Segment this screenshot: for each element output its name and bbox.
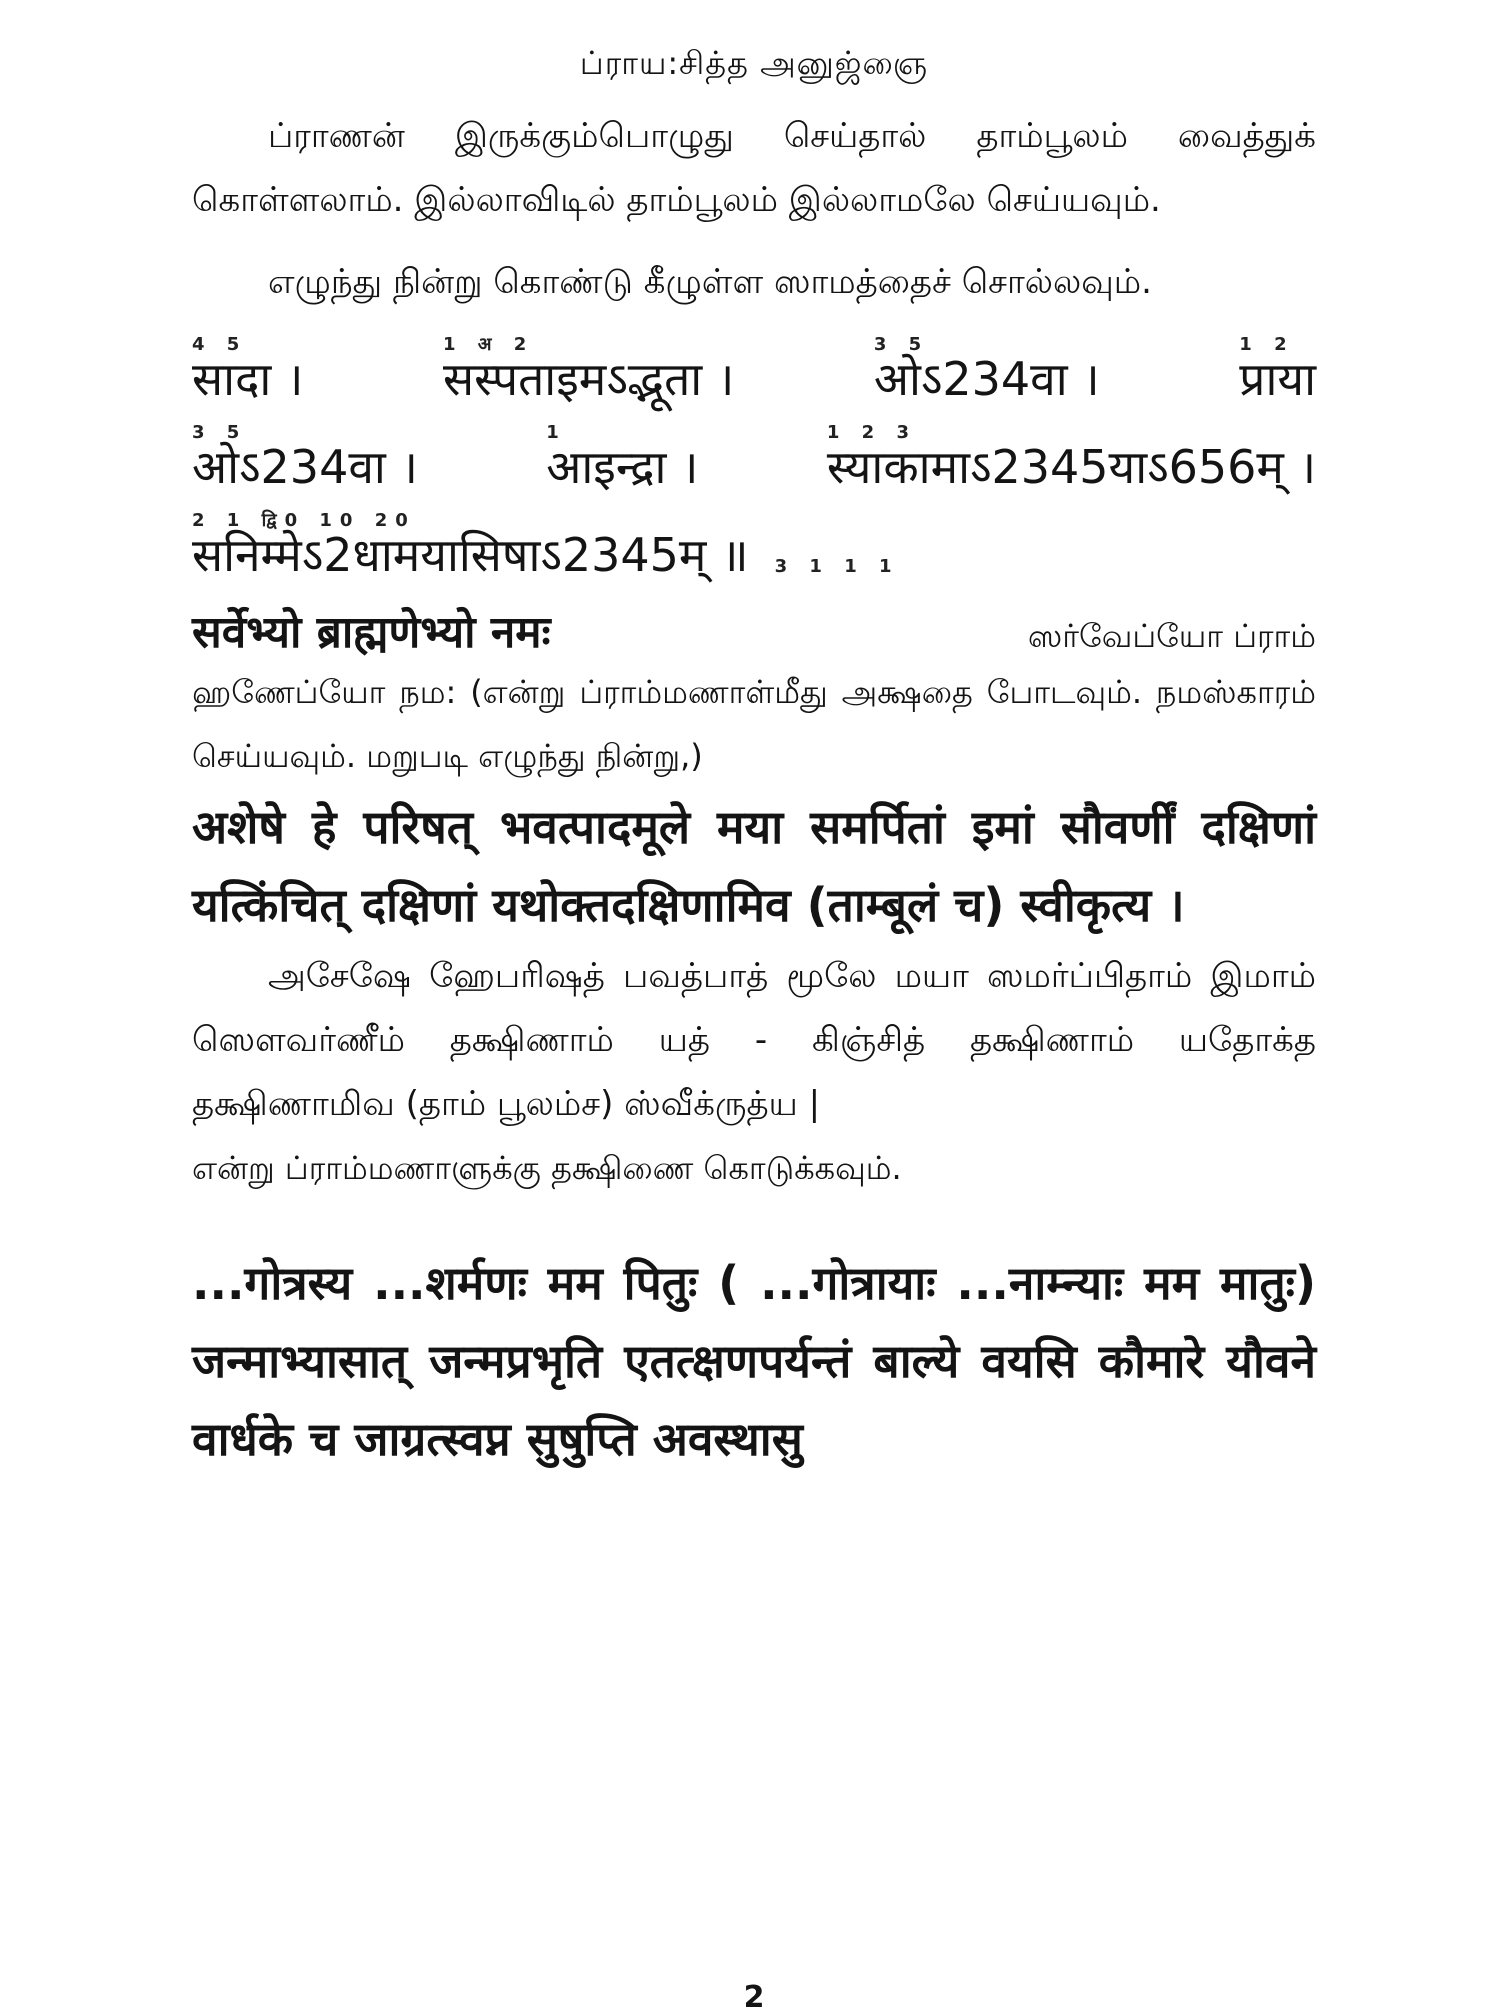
chant-text: ओऽ234वा । xyxy=(873,352,1100,406)
svara-marks: 4 5 xyxy=(192,334,248,355)
chant-word xyxy=(192,334,304,406)
chant-line-1 xyxy=(192,314,1316,406)
page-number: 2 xyxy=(743,1980,765,2015)
chant-word xyxy=(775,556,900,578)
svara-marks: 1 2 3 xyxy=(826,422,917,443)
page-title: ப்ராய:சித்த அனுஜ்ஞை xyxy=(579,44,929,82)
sanskrit-sankalpa-block: ...गोत्रस्य ...शर्मणः मम पितुः ( ...गोत्रायाः ...नाम्न्याः मम मातुः) जन्माभ्यासात् जन्मप्रभृति एतत्क्षणपर्यन्तं बाल्ये वयसि कौमारे यौवने वार्धके च जाग्रत्स्वप्न सुषुप्ति अवस्थासु xyxy=(192,1256,1316,1466)
chant-text: आइन्द्रा । xyxy=(546,440,699,494)
tamil-dakshina-block: அசேஷே ஹேபரிஷத் பவத்பாத் மூலே மயா ஸமர்ப்பிதாம் இமாம் ஸௌவர்ணீம் தக்ஷிணாம் யத் - கிஞ்சித் தக்ஷிணாம் யதோக்த தக்ஷிணாமிவ (தாம் பூலம்ச) ஸ்வீக்ருத்ய | xyxy=(192,956,1316,1124)
svara-marks: 3 1 1 1 xyxy=(774,556,900,577)
chant-text: सनिम्मेऽ2धामयासिषाऽ2345म् ॥ xyxy=(192,528,749,582)
chant-word xyxy=(873,334,1100,406)
paragraph-stand-and-recite: எழுந்து நின்று கொண்டு கீழுள்ள ஸாமத்தைச் சொல்லவும். xyxy=(268,262,1152,302)
chant-word xyxy=(442,334,735,406)
paragraph-thambulam: ப்ராணன் இருக்கும்பொழுது செய்தால் தாம்பூலம் வைத்துக் கொள்ளலாம். இல்லாவிடில் தாம்பூலம் இல்லாமலே செய்யவும். xyxy=(192,116,1316,220)
chant-word xyxy=(826,422,1316,494)
namaha-sanskrit: सर्वेभ्यो ब्राह्मणेभ्यो नमः xyxy=(192,607,551,658)
dakshina-instruction: என்று ப்ராம்மணாளுக்கு தக்ஷிணை கொடுக்கவும். xyxy=(192,1149,902,1187)
chant-word xyxy=(192,422,418,494)
chant-text: स्याकामाऽ2345याऽ656म् । xyxy=(826,440,1316,494)
chant-word xyxy=(546,422,699,494)
chant-text: प्राया xyxy=(1239,352,1316,406)
chant-text: सादा । xyxy=(192,352,304,406)
namaha-line xyxy=(192,600,1316,660)
chant-text: सस्पताइमऽद्भूता । xyxy=(442,352,735,406)
namaha-tamil: ஸர்வேப்யோ ப்ராம் xyxy=(1027,617,1316,655)
sama-chant xyxy=(192,314,1316,582)
chant-text: ओऽ234वा । xyxy=(192,440,418,494)
sanskrit-dakshina-block: अशेषे हे परिषत् भवत्पादमूले मया समर्पितां इमां सौवर्णीं दक्षिणां यत्किंचित् दक्षिणां यथोक्तदक्षिणामिव (ताम्बूलं च) स्वीकृत्य । xyxy=(192,800,1316,932)
document-page xyxy=(192,30,1316,2015)
svara-marks: 1 xyxy=(546,422,567,443)
svara-marks: 2 1 द्वि0 10 20 xyxy=(192,510,416,531)
chant-word xyxy=(192,510,749,582)
chant-line-3 xyxy=(192,490,1316,582)
svara-marks: 1 2 xyxy=(1239,334,1295,355)
chant-word xyxy=(1239,334,1316,406)
svara-marks: 3 5 xyxy=(192,422,248,443)
svara-marks: 3 5 xyxy=(873,334,930,355)
paragraph-akshadhai: ஹணேப்யோ நம: (என்று ப்ராம்மணாள்மீது அக்ஷதை போடவும். நமஸ்காரம் செய்யவும். மறுபடி எழுந்து நின்று,) xyxy=(192,673,1316,775)
svara-marks: 1 अ 2 xyxy=(442,334,535,355)
chant-line-2 xyxy=(192,402,1316,494)
section-gap xyxy=(192,1200,1316,1244)
